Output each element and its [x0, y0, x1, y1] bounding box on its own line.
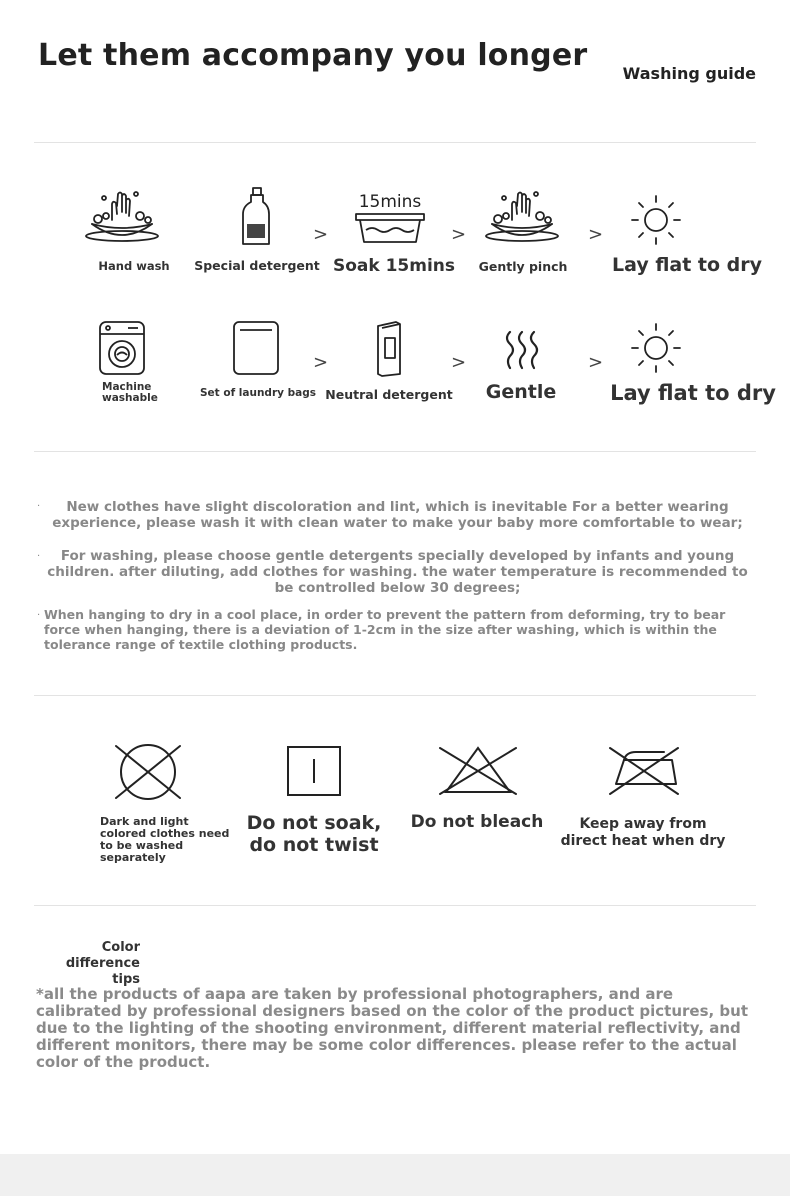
- divider: [34, 451, 756, 452]
- label-gentle: Gentle: [485, 381, 557, 403]
- label-lay-flat-1: Lay flat to dry: [611, 254, 763, 276]
- note-paragraph-3: When hanging to dry in a cool place, in order to prevent the pattern from deforming, try to bear force when hanging, there is a deviation of 1-2cm in the size after washing, which is within the tolerance range of textile clothing products.: [44, 607, 726, 652]
- note-paragraph-1: New clothes have slight discoloration and lint, which is inevitable For a better wearing experience, please wash it with clean water to make your baby more comfortable to wear;: [52, 499, 743, 531]
- divider: [34, 695, 756, 696]
- footer-band: [0, 1154, 790, 1196]
- bullet-dot: .: [37, 548, 41, 559]
- no-mix-colors-icon: [112, 742, 184, 806]
- label-hand-wash: Hand wash: [98, 259, 170, 273]
- divider: [34, 142, 756, 143]
- warning-no-bleach: Do not bleach: [410, 812, 544, 832]
- label-laundry-bags: Set of laundry bags: [200, 387, 316, 399]
- soak-icon-text: 15mins: [358, 192, 422, 212]
- arrow-right-icon: >: [451, 352, 467, 373]
- neutral-detergent-icon: [374, 320, 404, 378]
- note-paragraph-2: For washing, please choose gentle detergents specially developed by infants and young children. after diluting, add clothes for washing. the water temperature is recommended to be controlled below 30 degrees;: [47, 548, 748, 596]
- washing-guide-label: Washing guide: [622, 64, 756, 83]
- arrow-right-icon: >: [588, 352, 604, 373]
- bullet-dot: .: [37, 607, 41, 618]
- sun-icon: [630, 322, 682, 374]
- color-tips-heading: Color difference tips: [65, 940, 140, 987]
- divider: [34, 905, 756, 906]
- arrow-right-icon: >: [588, 224, 604, 245]
- warning-no-direct-heat: Keep away from direct heat when dry: [560, 816, 726, 849]
- arrow-right-icon: >: [451, 224, 467, 245]
- detergent-bottle-icon: [236, 186, 276, 248]
- label-gently-pinch: Gently pinch: [478, 259, 568, 274]
- arrow-right-icon: >: [313, 352, 329, 373]
- label-lay-flat-2: Lay flat to dry: [610, 381, 776, 405]
- page-title: Let them accompany you longer: [38, 38, 588, 73]
- warning-no-soak: Do not soak, do not twist: [246, 812, 382, 856]
- laundry-bag-icon: [232, 320, 280, 376]
- washing-machine-icon: [98, 320, 146, 376]
- steam-icon: [500, 328, 544, 372]
- warning-separate-wash: Dark and light colored clothes need to be washed separately: [100, 815, 230, 864]
- label-special-detergent: Special detergent: [194, 258, 320, 273]
- gently-pinch-icon: [482, 186, 562, 246]
- hand-wash-icon: [82, 186, 162, 246]
- sun-icon: [630, 194, 682, 246]
- label-machine-washable: Machine washable: [102, 381, 158, 404]
- bullet-dot: .: [37, 498, 41, 509]
- label-soak: Soak 15mins: [332, 256, 456, 276]
- no-soak-icon: [286, 745, 342, 801]
- no-direct-heat-icon: [608, 744, 680, 802]
- color-tips-body: *all the products of aapa are taken by professional photographers, and are calibrated by professional designers based on the color of the product pictures, but due to the lighting of the shooting environment, different material reflectivity, and different monitors, there may be some color differences. please refer to the actual color of the product.: [36, 985, 749, 1071]
- soak-basin-icon: [352, 192, 428, 246]
- label-neutral-detergent: Neutral detergent: [325, 387, 453, 402]
- arrow-right-icon: >: [313, 224, 329, 245]
- no-bleach-icon: [438, 744, 518, 800]
